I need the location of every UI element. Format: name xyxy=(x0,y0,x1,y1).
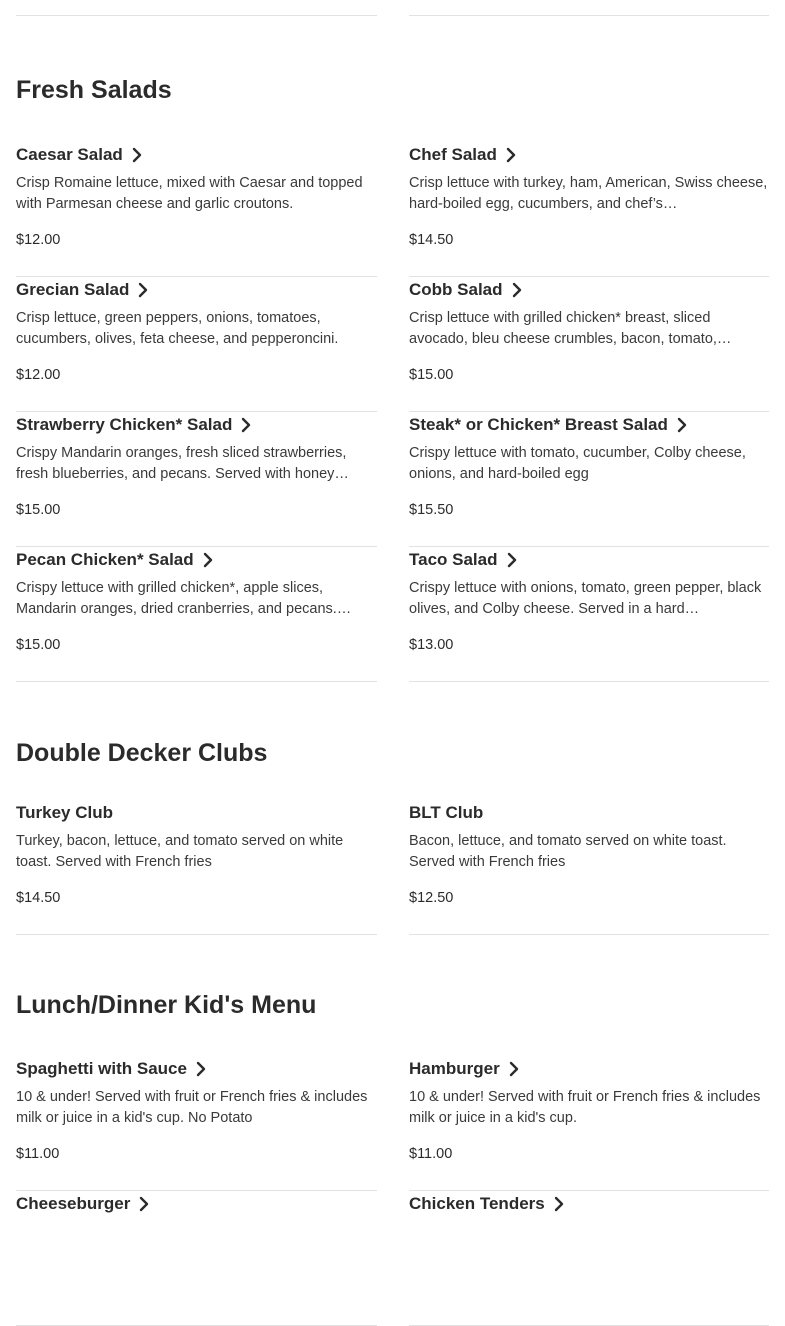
menu-item-price: $12.00 xyxy=(16,232,61,248)
chevron-right-icon xyxy=(202,552,214,568)
menu-item-description: Crisp lettuce with grilled chicken* breast, sliced avocado, bleu cheese crumbles, bacon, tomato,… xyxy=(409,310,732,347)
menu-item-name: Steak* or Chicken* Breast Salad xyxy=(409,415,668,434)
menu-item-name: Chicken Tenders xyxy=(409,1194,545,1213)
menu-item-link[interactable] xyxy=(409,414,688,436)
menu-item-link[interactable] xyxy=(16,414,252,436)
divider xyxy=(409,0,769,16)
menu-item-name: Cheeseburger xyxy=(16,1194,131,1213)
section-fresh-salads xyxy=(16,75,769,682)
chevron-right-icon xyxy=(195,1061,207,1077)
menu-item-link[interactable] xyxy=(16,144,143,166)
menu-items-grid xyxy=(16,142,769,682)
menu-item-blt-club xyxy=(409,800,769,935)
menu-item-description: Crispy lettuce with tomato, cucumber, Colby cheese, onions, and hard-boiled egg xyxy=(409,445,746,482)
menu-item-cheeseburger xyxy=(16,1191,377,1326)
menu-item-price: $14.50 xyxy=(409,232,454,248)
chevron-right-icon xyxy=(505,147,517,163)
menu-item-name: Turkey Club xyxy=(16,803,113,822)
chevron-right-icon xyxy=(511,282,523,298)
section-kids-menu xyxy=(16,990,769,1326)
menu-item-pecan-chicken-salad xyxy=(16,547,377,682)
menu-items-grid xyxy=(16,800,769,935)
section-title: Double Decker Clubs xyxy=(16,739,268,767)
menu-item-description: Turkey, bacon, lettuce, and tomato served on white toast. Served with French fries xyxy=(16,833,344,870)
chevron-right-icon xyxy=(506,552,518,568)
menu-item-hamburger xyxy=(409,1056,769,1191)
menu-item-link[interactable] xyxy=(16,1193,150,1215)
chevron-right-icon xyxy=(138,1196,150,1212)
menu-item-strawberry-chicken-salad xyxy=(16,412,377,547)
menu-item-chef-salad xyxy=(409,142,769,277)
menu-item-name: Taco Salad xyxy=(409,550,498,569)
menu-item-price: $11.00 xyxy=(16,1146,60,1162)
menu-item-name: Cobb Salad xyxy=(409,280,503,299)
menu-item-turkey-club xyxy=(16,800,377,935)
menu-item-spaghetti-with-sauce xyxy=(16,1056,377,1191)
menu-item-price: $15.00 xyxy=(16,637,61,653)
menu-item-name: Pecan Chicken* Salad xyxy=(16,550,194,569)
menu-item-link[interactable] xyxy=(409,549,518,571)
menu-item-price: $15.50 xyxy=(409,502,454,518)
menu-item-price: $11.00 xyxy=(409,1146,453,1162)
menu-item-link[interactable] xyxy=(409,1193,565,1215)
chevron-right-icon xyxy=(553,1196,565,1212)
menu-item-name: Spaghetti with Sauce xyxy=(16,1059,187,1078)
menu-item-price: $12.00 xyxy=(16,367,61,383)
chevron-right-icon xyxy=(676,417,688,433)
menu-item-description: Crispy lettuce with onions, tomato, green pepper, black olives, and Colby cheese. Served in a hard… xyxy=(409,580,762,617)
menu-item-link[interactable] xyxy=(409,279,523,301)
menu-item-description: Crispy lettuce with grilled chicken*, apple slices, Mandarin oranges, dried cranberries, and pecans.… xyxy=(16,580,352,617)
menu-item-link[interactable] xyxy=(409,1058,520,1080)
menu-item-description: Crisp lettuce with turkey, ham, American, Swiss cheese, hard-boiled egg, cucumbers, and chef’s… xyxy=(409,175,768,212)
menu-item-taco-salad xyxy=(409,547,769,682)
menu-item-link[interactable] xyxy=(16,279,149,301)
chevron-right-icon xyxy=(508,1061,520,1077)
menu-item-link[interactable] xyxy=(16,549,214,571)
divider xyxy=(16,0,377,16)
menu-item-price: $15.00 xyxy=(16,502,61,518)
section-title: Fresh Salads xyxy=(16,76,172,104)
menu-item-name: BLT Club xyxy=(409,803,484,822)
chevron-right-icon xyxy=(137,282,149,298)
menu-item-link[interactable] xyxy=(16,1058,207,1080)
menu-item-description: 10 & under! Served with fruit or French fries & includes milk or juice in a kid's cup. No Potato xyxy=(16,1089,368,1126)
menu-item-price: $13.00 xyxy=(409,637,454,653)
menu-item-grecian-salad xyxy=(16,277,377,412)
chevron-right-icon xyxy=(240,417,252,433)
previous-section-end xyxy=(16,0,769,16)
menu-item-price: $15.00 xyxy=(409,367,454,383)
menu-item-price: $12.50 xyxy=(409,890,454,906)
menu-item-name: Strawberry Chicken* Salad xyxy=(16,415,233,434)
menu-item-link[interactable] xyxy=(409,144,517,166)
section-double-decker-clubs xyxy=(16,738,769,935)
menu-item-name: Hamburger xyxy=(409,1059,500,1078)
menu-item-caesar-salad xyxy=(16,142,377,277)
menu-items-grid xyxy=(16,1056,769,1326)
menu-item-description: 10 & under! Served with fruit or French fries & includes milk or juice in a kid's cup. xyxy=(409,1089,761,1126)
menu-item-description: Crispy Mandarin oranges, fresh sliced strawberries, fresh blueberries, and pecans. Served with honey… xyxy=(16,445,349,482)
menu-item-name: Caesar Salad xyxy=(16,145,123,164)
menu-item-steak-or-chicken-breast-salad xyxy=(409,412,769,547)
menu-item-description: Crisp Romaine lettuce, mixed with Caesar and topped with Parmesan cheese and garlic croutons. xyxy=(16,175,363,212)
menu-item-description: Bacon, lettuce, and tomato served on white toast. Served with French fries xyxy=(409,833,727,870)
menu-item-cobb-salad xyxy=(409,277,769,412)
section-title: Lunch/Dinner Kid's Menu xyxy=(16,991,317,1019)
chevron-right-icon xyxy=(131,147,143,163)
menu-item-name: Chef Salad xyxy=(409,145,497,164)
menu-item-price: $14.50 xyxy=(16,890,61,906)
menu-page xyxy=(16,0,769,1326)
menu-item-description: Crisp lettuce, green peppers, onions, tomatoes, cucumbers, olives, feta cheese, and pepperoncini. xyxy=(16,310,339,347)
menu-item-name: Grecian Salad xyxy=(16,280,130,299)
menu-item-chicken-tenders xyxy=(409,1191,769,1326)
